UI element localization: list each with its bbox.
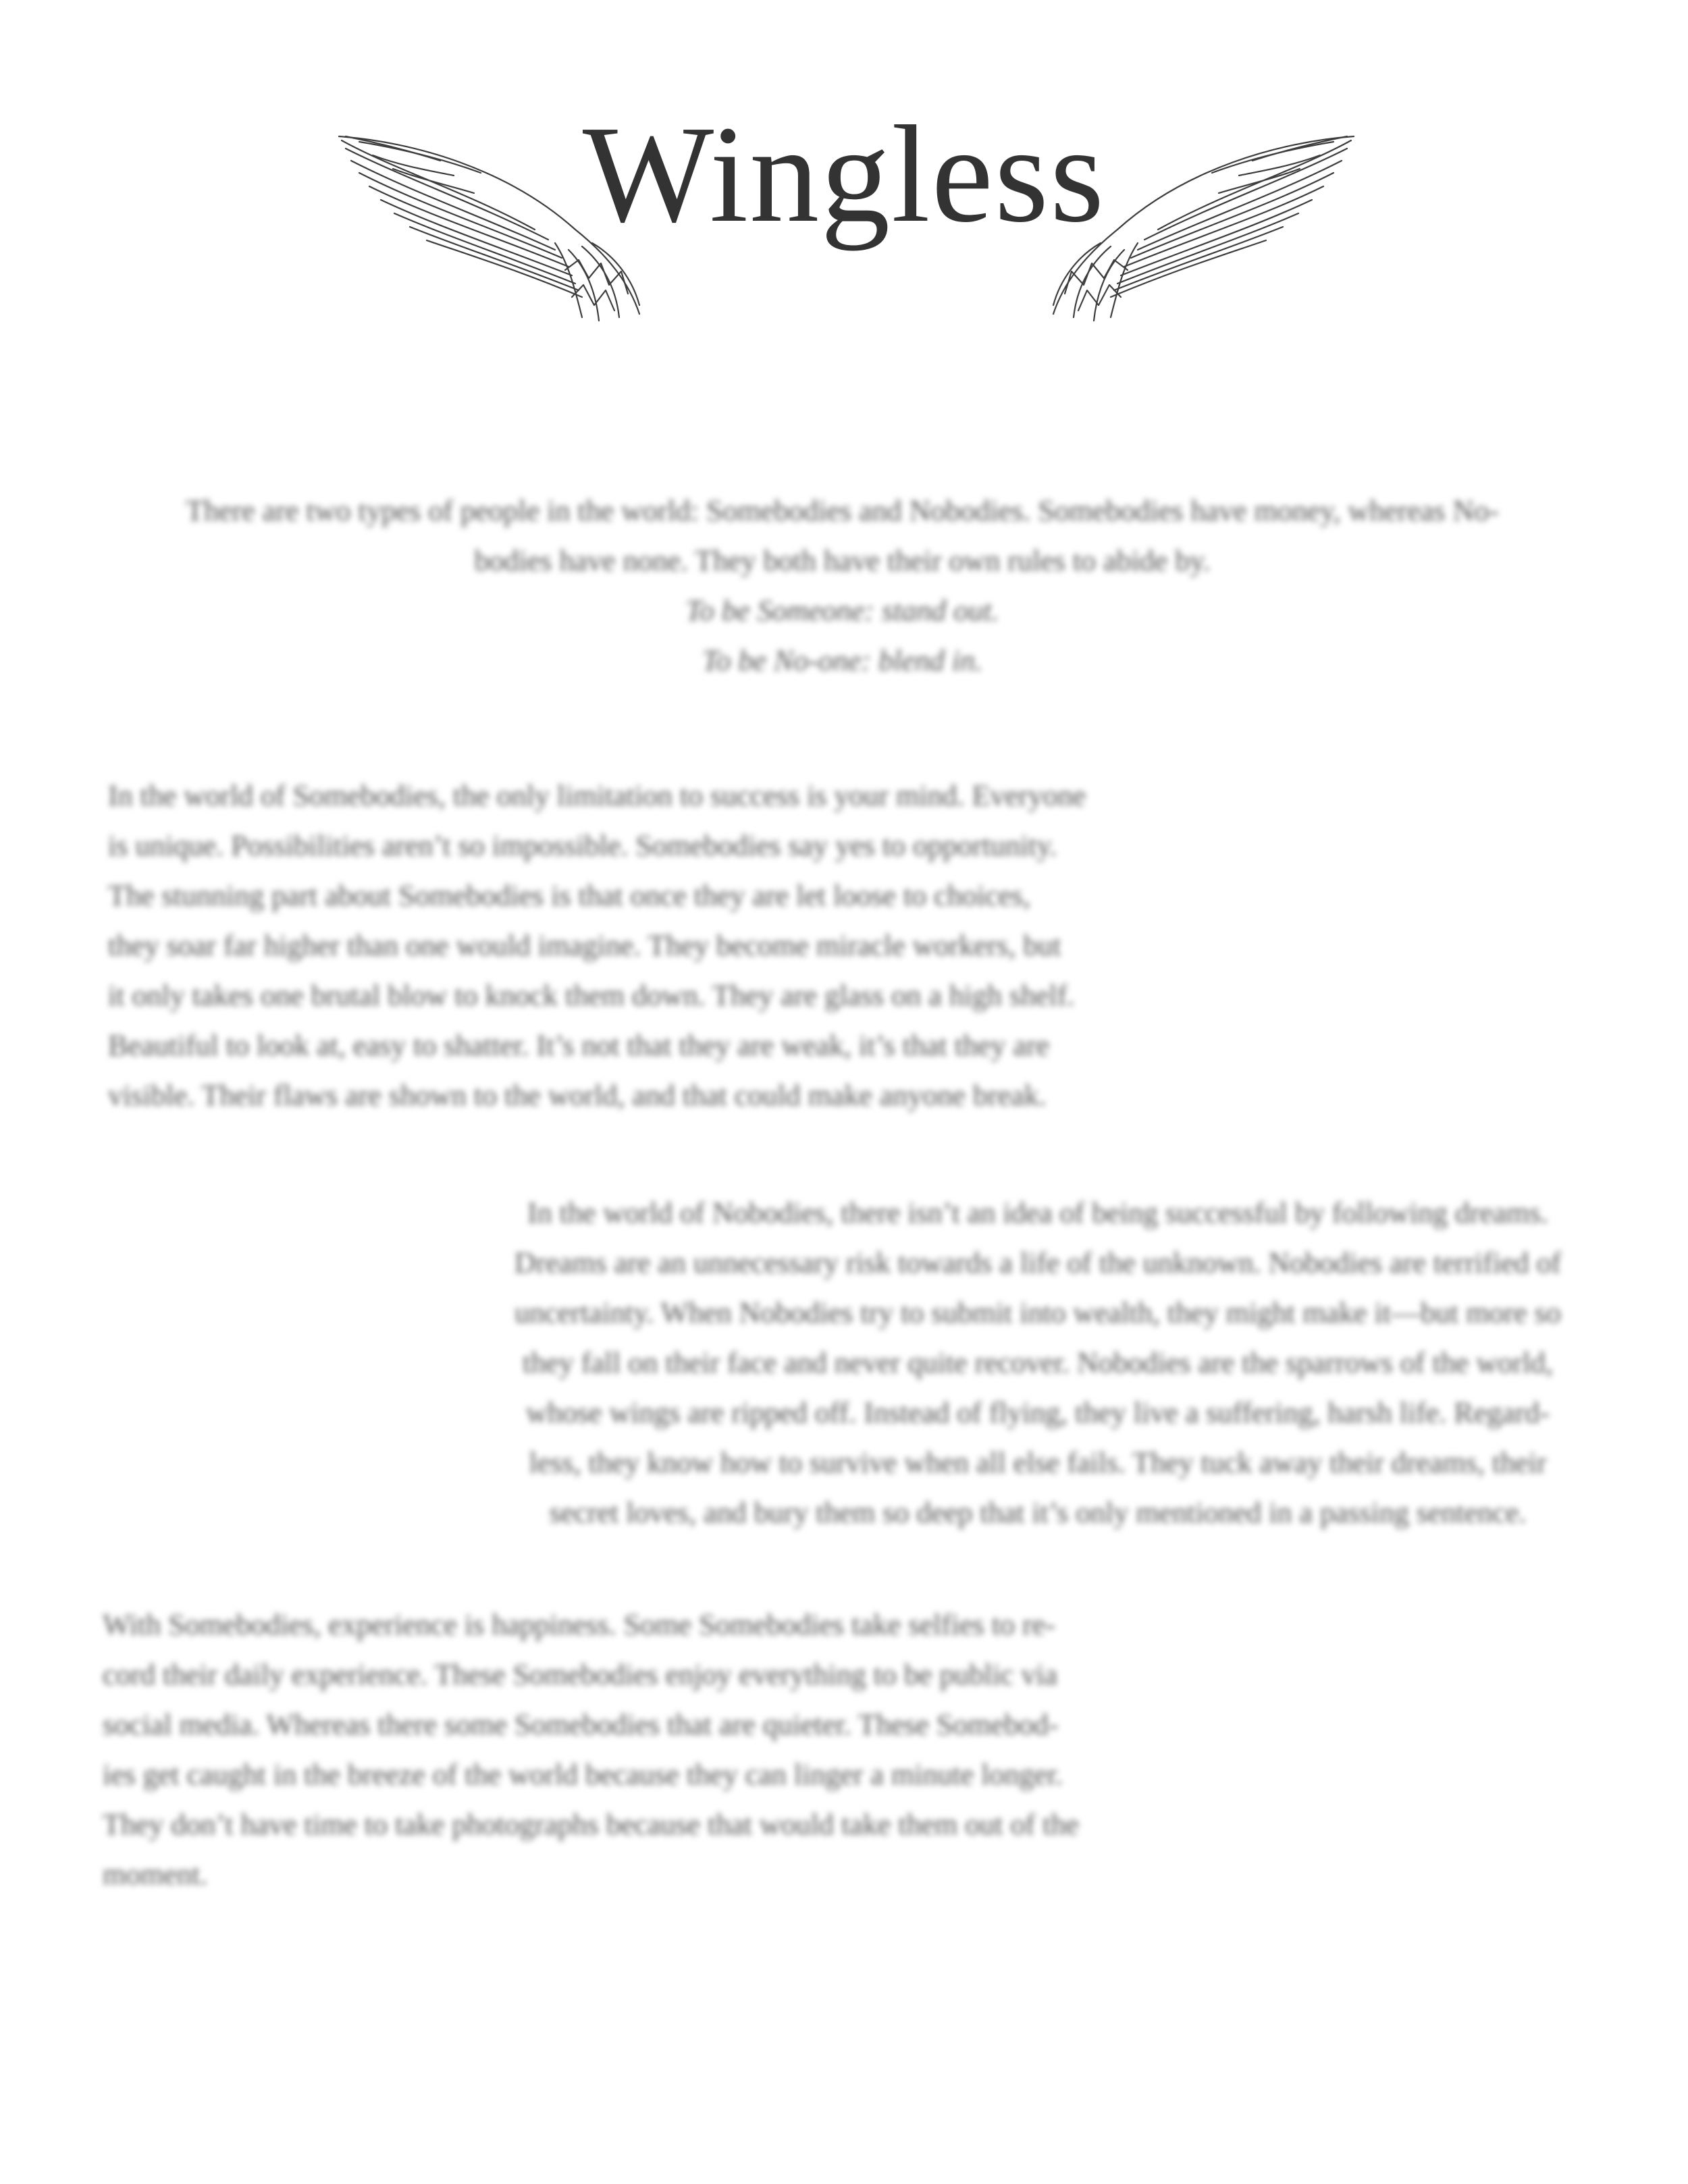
right-wing-icon (1036, 128, 1361, 331)
page-title: Wingless (582, 97, 1106, 251)
paragraph-line: moment. (103, 1858, 208, 1891)
paragraph-line: In the world of Nobodies, there isn’t an idea of being successful by following dreams. (527, 1196, 1548, 1229)
paragraph-line: The stunning part about Somebodies is that once they are let loose to choices, (108, 879, 1031, 912)
paragraph-line: With Somebodies, experience is happiness. Some Somebodies take selfies to re- (103, 1608, 1055, 1641)
intro-line: bodies have none. They both have their own rules to abide by. (474, 544, 1211, 577)
intro-line: There are two types of people in the world: Somebodies and Nobodies. Somebodies have money, whereas No- (186, 494, 1499, 527)
paragraph-line: They don’t have time to take photographs because that would take them out of the (103, 1808, 1079, 1841)
paragraph-line: whose wings are ripped off. Instead of flying, they live a suffering, harsh life. Regard- (526, 1396, 1550, 1429)
paragraph-line: Dreams are an unnecessary risk towards a life of the unknown. Nobodies are terrified of (514, 1246, 1562, 1279)
paragraph-line: In the world of Somebodies, the only limitation to success is your mind. Everyone (108, 779, 1086, 812)
paragraph-line: visible. Their flaws are shown to the world, and that could make anyone break. (108, 1079, 1047, 1112)
somebodies-paragraph (108, 771, 1188, 1121)
paragraph-line: it only takes one brutal blow to knock them down. They are glass on a high shelf. (108, 979, 1075, 1012)
paragraph-line: social media. Whereas there some Somebodies that are quieter. These Somebod- (103, 1708, 1059, 1741)
paragraph-line: Beautiful to look at, easy to shatter. It’s not that they are weak, it’s that they are (108, 1029, 1050, 1062)
experience-paragraph (103, 1600, 1190, 1900)
paragraph-line: they soar far higher than one would imagine. They become miracle workers, but (108, 929, 1061, 962)
paragraph-line: is unique. Possibilities aren’t so impossible. Somebodies say yes to opportunity. (108, 829, 1057, 862)
intro-line-noone: To be No-one: blend in. (702, 644, 983, 677)
paragraph-line: ies get caught in the breeze of the world because they can linger a minute longer. (103, 1758, 1063, 1791)
paragraph-line: less, they know how to survive when all else fails. They tuck away their dreams, their (529, 1446, 1547, 1479)
paragraph-line: secret loves, and bury them so deep that it’s only mentioned in a passing sentence. (549, 1496, 1527, 1529)
paragraph-line: uncertainty. When Nobodies try to submit into wealth, they might make it—but more so (515, 1296, 1561, 1329)
paragraph-line: cord their daily experience. These Somebodies enjoy everything to be public via (103, 1658, 1058, 1691)
intro-line-someone: To be Someone: stand out. (685, 594, 999, 627)
nobodies-paragraph (467, 1188, 1608, 1538)
page-header (0, 0, 1688, 378)
paragraph-line: they fall on their face and never quite recover. Nobodies are the sparrows of the world, (523, 1346, 1553, 1379)
intro-paragraph (108, 486, 1577, 686)
